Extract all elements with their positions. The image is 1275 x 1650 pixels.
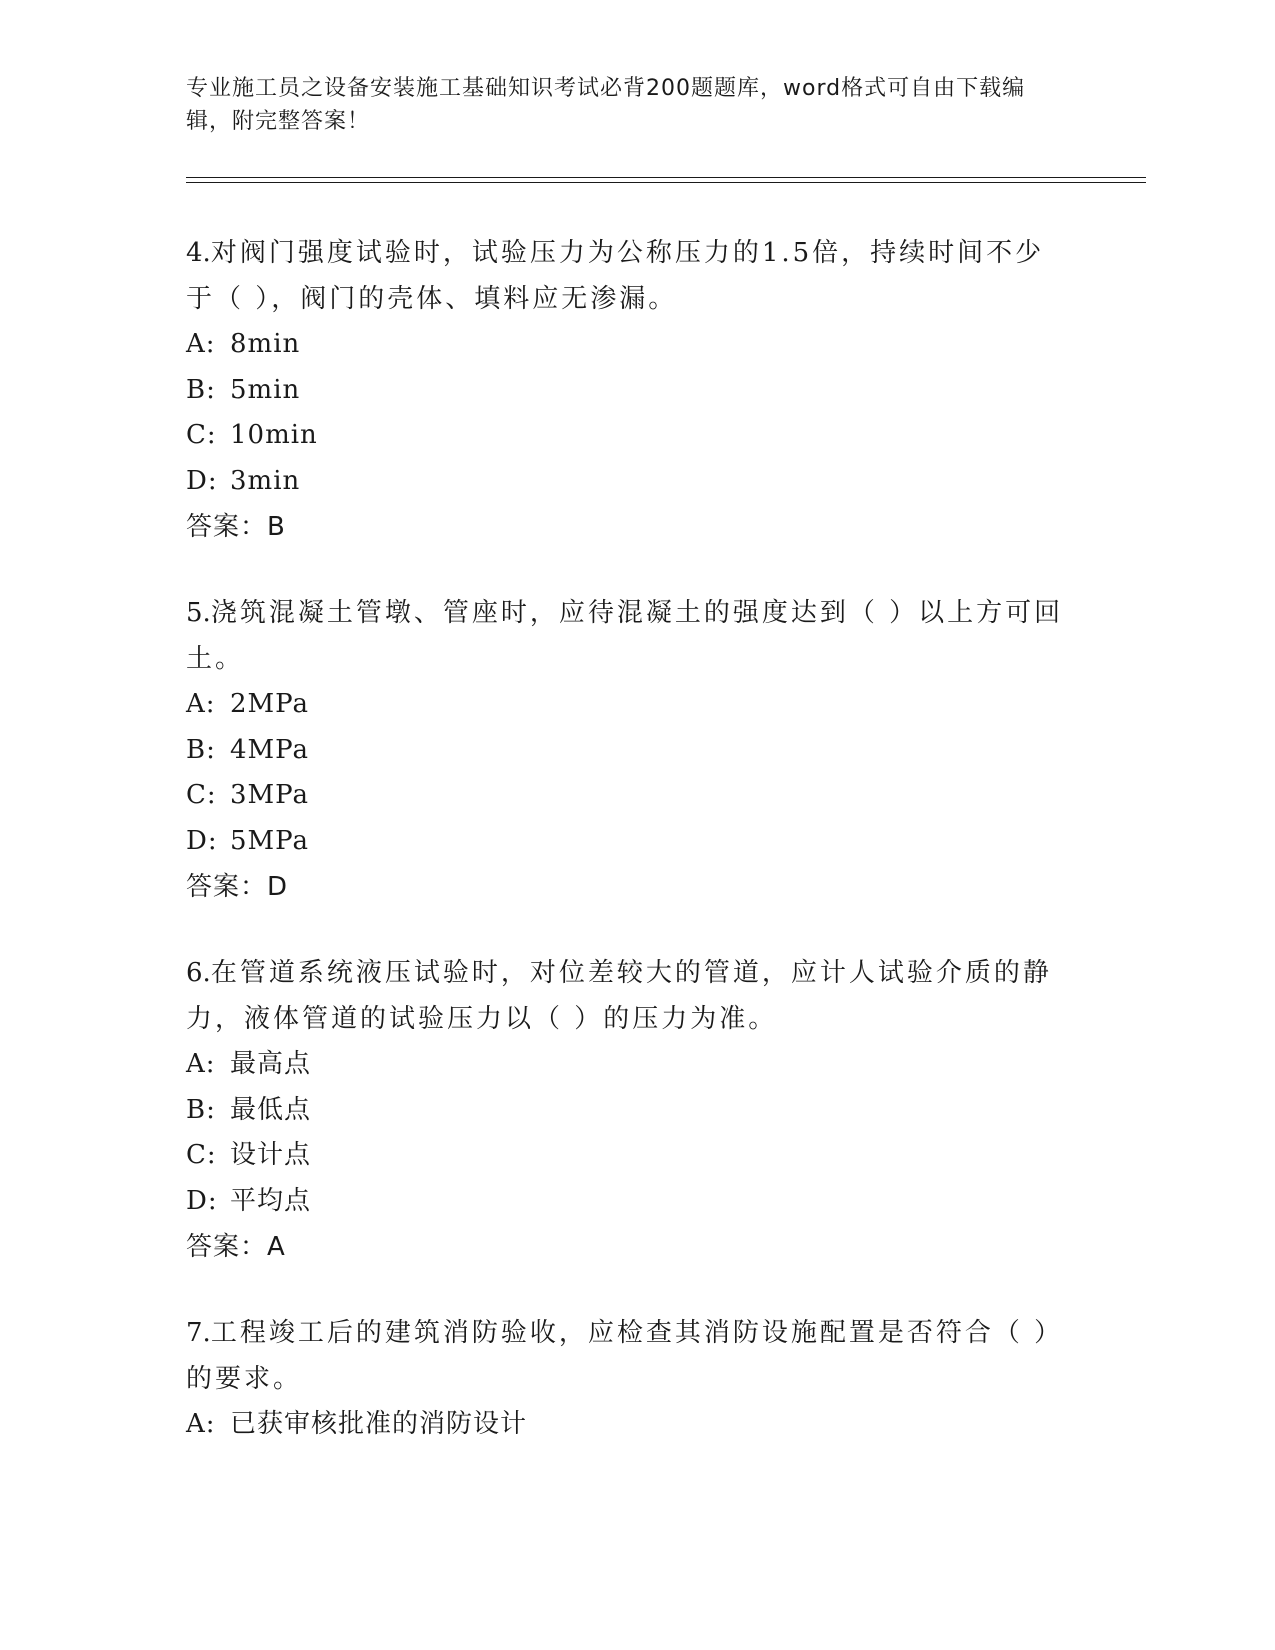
option-d	[186, 819, 1066, 865]
question-6	[186, 950, 1066, 1270]
option-a	[186, 1042, 1066, 1088]
option-letter: D:	[186, 825, 218, 856]
question-number: 5.	[186, 598, 211, 628]
option-letter: B:	[186, 734, 216, 765]
option-letter: A:	[186, 689, 216, 719]
option-letter: A:	[186, 1049, 216, 1079]
option-text: 2MPa	[230, 689, 309, 719]
option-b	[186, 368, 1066, 414]
option-letter: A:	[186, 1409, 216, 1439]
question-stem: 对阀门强度试验时，试验压力为公称压力的1.5倍，持续时间不少于（ ），阀门的壳体、填料应无渗漏。	[186, 238, 1045, 314]
option-letter: C:	[186, 1140, 217, 1170]
option-letter: B:	[186, 1094, 216, 1125]
question-text	[186, 950, 1066, 1042]
option-d	[186, 1179, 1066, 1225]
option-a	[186, 1402, 1066, 1448]
option-d	[186, 459, 1066, 505]
option-letter: C:	[186, 780, 217, 810]
question-text	[186, 1310, 1066, 1402]
option-text: 已获审核批准的消防设计	[230, 1409, 528, 1439]
option-a	[186, 682, 1066, 728]
option-text: 设计点	[230, 1140, 312, 1170]
option-b	[186, 728, 1066, 774]
question-stem: 工程竣工后的建筑消防验收，应检查其消防设施配置是否符合（ ）的要求。	[186, 1318, 1064, 1394]
option-text: 8min	[230, 329, 301, 359]
question-stem: 在管道系统液压试验时，对位差较大的管道，应计人试验介质的静力，液体管道的试验压力以（ ）的压力为准。	[186, 958, 1052, 1034]
option-a	[186, 322, 1066, 368]
question-text	[186, 230, 1066, 322]
option-letter: D:	[186, 465, 218, 496]
question-list	[186, 230, 1066, 1488]
option-b	[186, 1088, 1066, 1134]
option-text: 平均点	[230, 1185, 312, 1216]
header-divider-top	[186, 177, 1146, 178]
option-c	[186, 413, 1066, 459]
option-letter: A:	[186, 329, 216, 359]
question-number: 4.	[186, 238, 211, 268]
option-letter: B:	[186, 374, 216, 405]
answer-line: 答案：D	[186, 872, 289, 902]
question-text	[186, 590, 1066, 682]
answer-line: 答案：A	[186, 1232, 286, 1262]
option-text: 最高点	[230, 1049, 312, 1079]
question-number: 7.	[186, 1318, 211, 1348]
answer-line: 答案：B	[186, 512, 286, 542]
question-5	[186, 590, 1066, 910]
option-text: 5min	[230, 374, 301, 405]
option-text: 5MPa	[230, 825, 309, 856]
header-divider-bottom	[186, 182, 1146, 183]
option-letter: D:	[186, 1185, 218, 1216]
question-7	[186, 1310, 1066, 1448]
question-4	[186, 230, 1066, 550]
option-text: 3min	[230, 465, 301, 496]
option-text: 3MPa	[230, 780, 309, 810]
option-letter: C:	[186, 420, 217, 450]
option-c	[186, 1133, 1066, 1179]
question-stem: 浇筑混凝土管墩、管座时，应待混凝土的强度达到（ ）以上方可回土。	[186, 598, 1064, 674]
option-c	[186, 773, 1066, 819]
question-number: 6.	[186, 958, 211, 988]
option-text: 4MPa	[230, 734, 309, 765]
document-header: 专业施工员之设备安装施工基础知识考试必背200题题库，word格式可自由下载编辑，附完整答案！	[186, 76, 1026, 134]
option-text: 10min	[230, 420, 318, 450]
option-text: 最低点	[230, 1094, 312, 1125]
